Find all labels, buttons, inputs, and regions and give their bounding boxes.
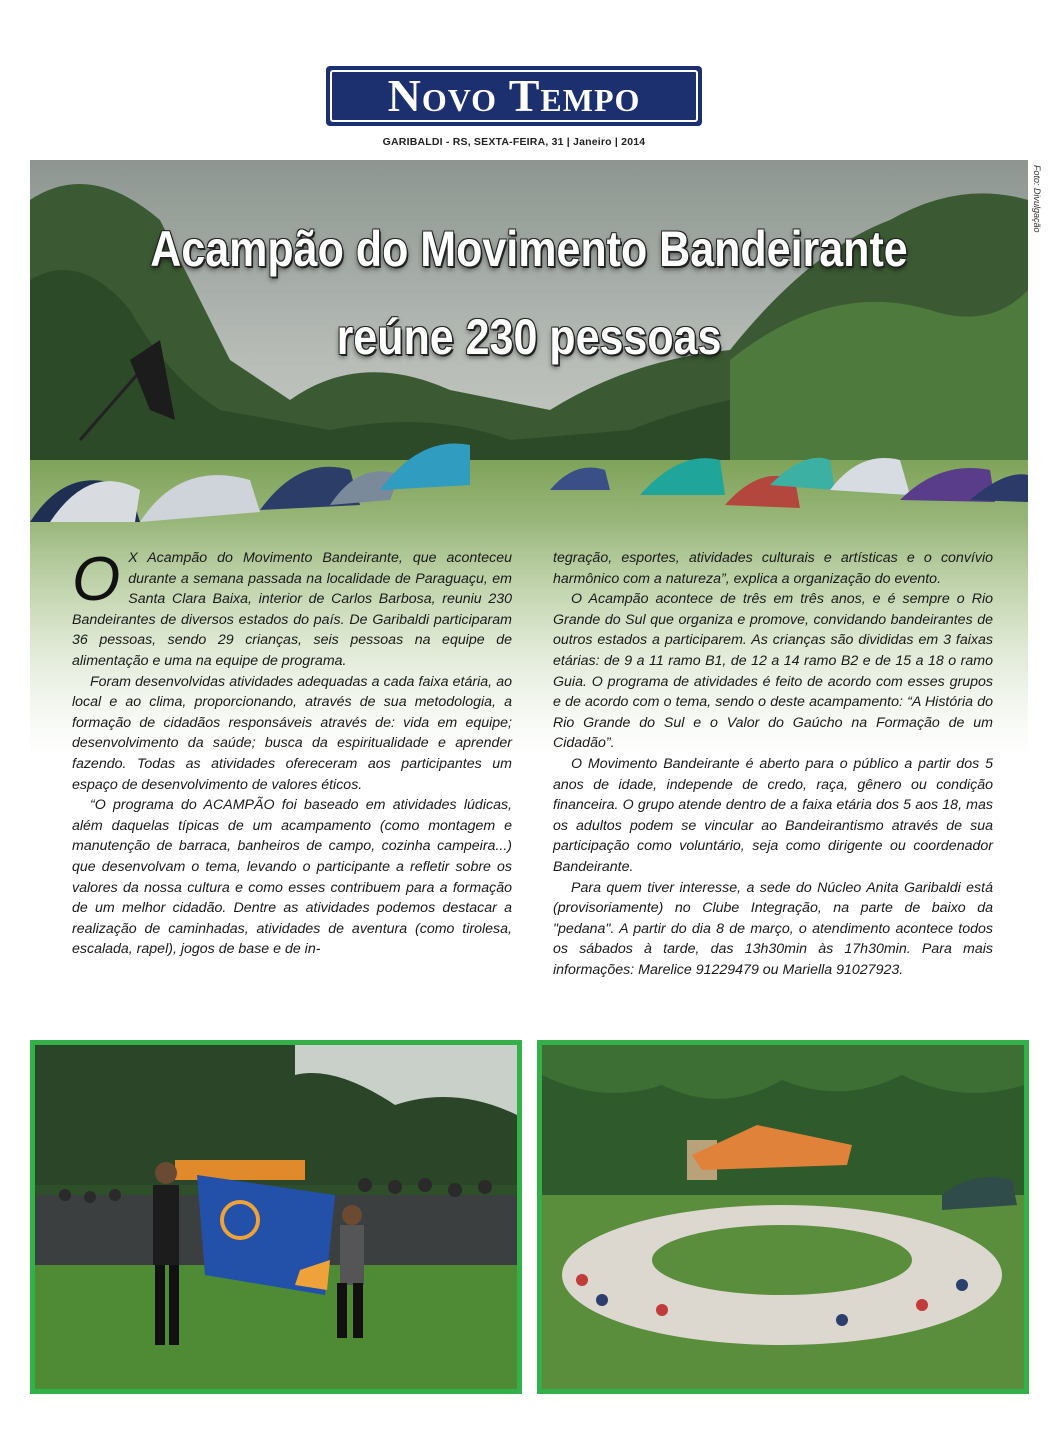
article-paragraph: Para quem tiver interesse, a sede do Núcleo Anita Garibaldi está (provisoriamente) no Clube Integração, na parte de baixo da "pedana". A partir do dia 8 de março, o atendimento acontece todos os sábados à tarde, das 13h30min às 17h30min. Para mais informações: Marelice 91229479 ou Mariella 91027923.	[553, 879, 993, 978]
logo-text: Novo Tempo	[387, 70, 641, 121]
dateline: GARIBALDI - RS, SEXTA-FEIRA, 31 | Janeiro | 2014	[382, 136, 646, 148]
headline-line-2: reúne 230 pessoas	[336, 309, 722, 365]
article-paragraph: X Acampão do Movimento Bandeirante, que aconteceu durante a semana passada na localidade de Paraguaçu, em Santa Clara Baixa, interior de Carlos Barbosa, reuniu 230 Bandeirantes de diversos estados do país. De Garibaldi participaram 36 pessoas, sendo 29 crianças, seis pessoas na equipe de alimentação e uma na equipe de programa.	[72, 550, 512, 669]
article-column-right	[553, 548, 993, 980]
drop-cap: O	[72, 545, 121, 614]
masthead-logo	[326, 66, 702, 126]
article-column-left	[72, 545, 512, 960]
article-paragraph: Foram desenvolvidas atividades adequadas a cada faixa etária, ao local e ao clima, proporcionando, através de sua metodologia, a formação de cidadãos responsáveis através de: vida em equipe; desenvolvimento da saúde; busca da espiritualidade e aprender fazendo. Todas as atividades ofereceram aos participantes um espaço de desenvolvimento de valores éticos.	[72, 673, 512, 793]
photo-flag-ceremony	[30, 1040, 522, 1394]
photo-credit: Foto: Divulgação	[1032, 165, 1042, 233]
photo-circle-gathering	[537, 1040, 1029, 1394]
article-paragraph: O Acampão acontece de três em três anos, e é sempre o Rio Grande do Sul que organiza e promove, convidando bandeirantes de outros estados a participarem. As crianças são divididas em 3 faixas etárias: de 9 a 11 ramo B1, de 12 a 14 ramo B2 e de 15 a 18 o ramo Guia. O programa de atividades é feito de acordo com esses grupos e de acordo com o tema, sendo o deste acampamento: “A História do Rio Grande do Sul e o Valor do Gaúcho na Formação de um Cidadão”.	[553, 591, 993, 752]
headline	[100, 205, 958, 381]
article-paragraph: “O programa do ACAMPÃO foi baseado em atividades lúdicas, além daquelas típicas de um acampamento (como montagem e manutenção de barraca, banheiros de campo, cozinha campeira...) que desenvolvam o tema, levando o participante a refletir sobre os valores da nossa cultura e como esses contribuem para a formação de um melhor cidadão. Dentre as atividades podemos destacar a realização de caminhadas, atividades de aventura (como tirolesa, escalada, rapel), jogos de base e de in-	[72, 797, 512, 958]
article-paragraph: O Movimento Bandeirante é aberto para o público a partir dos 5 anos de idade, independe de credo, raça, gênero ou condição financeira. O grupo atende dentro de a faixa etária dos 5 aos 18, mas os adultos podem se vincular ao Bandeirantismo através de sua participação como voluntário, seja como dirigente ou coordenador Bandeirante.	[553, 755, 993, 875]
headline-line-1: Acampão do Movimento Bandeirante	[150, 221, 908, 277]
article-paragraph: tegração, esportes, atividades culturais e artísticas e o convívio harmônico com a natureza”, explica a organização do evento.	[553, 550, 993, 587]
